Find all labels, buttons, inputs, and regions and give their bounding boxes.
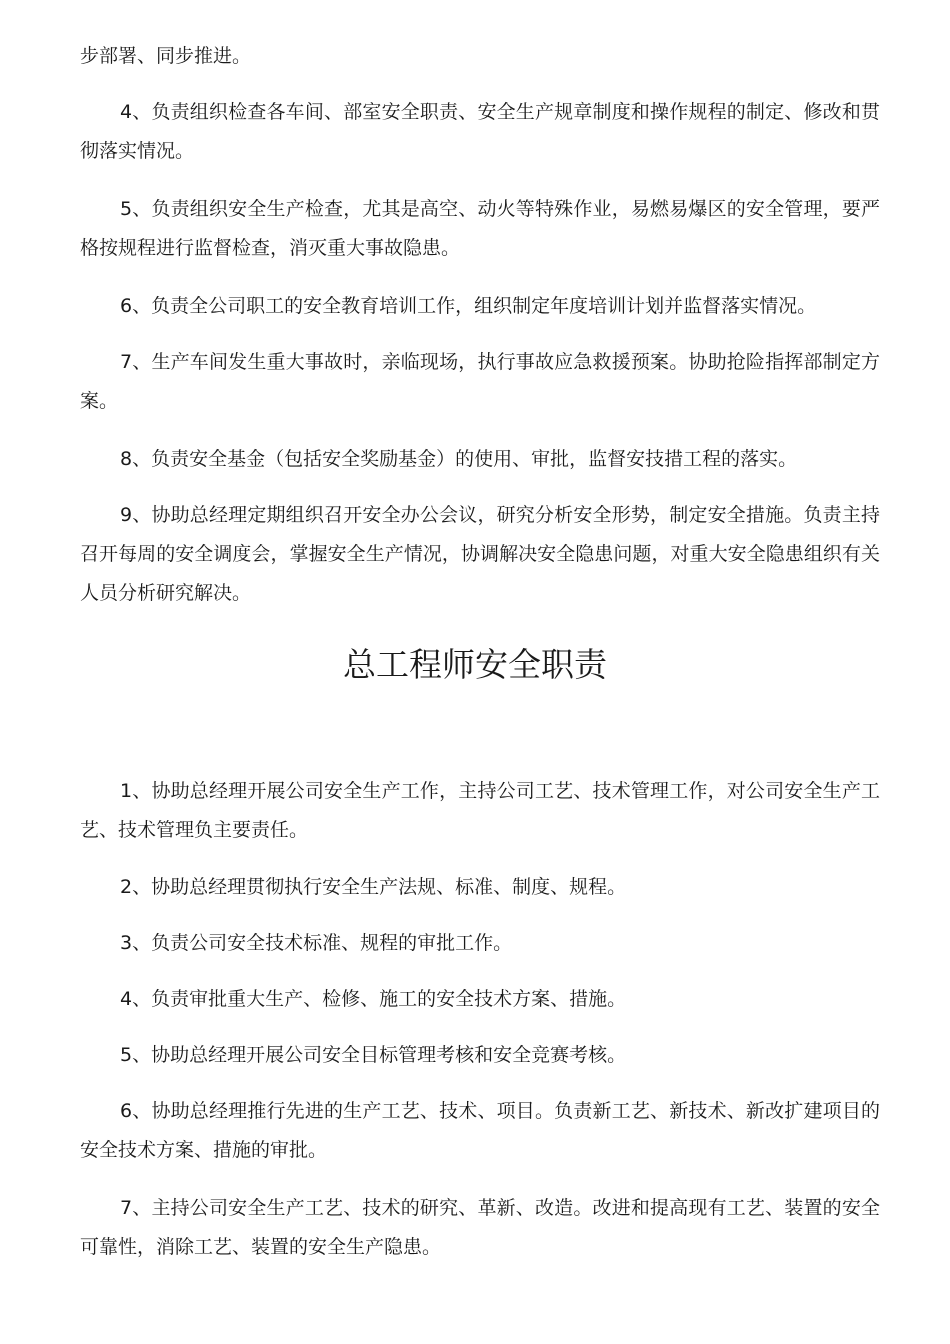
- continuation-paragraph: 步部署、同步推进。: [80, 45, 252, 67]
- chief-engineer-item-7: 7、主持公司安全生产工艺、技术的研究、革新、改造。改进和提高现有工艺、装置的安全可靠性，消除工艺、装置的安全生产隐患。: [80, 1197, 880, 1258]
- duty-item-8: 8、负责安全基金（包括安全奖励基金）的使用、审批，监督安技措工程的落实。: [120, 448, 798, 470]
- duty-item-4: 4、负责组织检查各车间、部室安全职责、安全生产规章制度和操作规程的制定、修改和贯彻落实情况。: [80, 101, 880, 162]
- duty-item-5: 5、负责组织安全生产检查，尤其是高空、动火等特殊作业，易燃易爆区的安全管理，要严格按规程进行监督检查，消灭重大事故隐患。: [80, 198, 880, 259]
- chief-engineer-item-3: 3、负责公司安全技术标准、规程的审批工作。: [120, 932, 513, 954]
- chief-engineer-item-5: 5、协助总经理开展公司安全目标管理考核和安全竞赛考核。: [120, 1044, 627, 1066]
- chief-engineer-item-2: 2、协助总经理贯彻执行安全生产法规、标准、制度、规程。: [120, 876, 627, 898]
- duty-item-6: 6、负责全公司职工的安全教育培训工作，组织制定年度培训计划并监督落实情况。: [120, 295, 817, 317]
- section-title: 总工程师安全职责: [343, 645, 607, 684]
- chief-engineer-item-6: 6、协助总经理推行先进的生产工艺、技术、项目。负责新工艺、新技术、新改扩建项目的安全技术方案、措施的审批。: [80, 1100, 880, 1161]
- duty-item-9: 9、协助总经理定期组织召开安全办公会议，研究分析安全形势，制定安全措施。负责主持召开每周的安全调度会，掌握安全生产情况，协调解决安全隐患问题，对重大安全隐患组织有关人员分析研究解决。: [80, 504, 880, 604]
- chief-engineer-item-4: 4、负责审批重大生产、检修、施工的安全技术方案、措施。: [120, 988, 627, 1010]
- duty-item-7: 7、生产车间发生重大事故时，亲临现场，执行事故应急救援预案。协助抢险指挥部制定方案。: [80, 351, 880, 412]
- chief-engineer-item-1: 1、协助总经理开展公司安全生产工作，主持公司工艺、技术管理工作，对公司安全生产工艺、技术管理负主要责任。: [80, 780, 880, 841]
